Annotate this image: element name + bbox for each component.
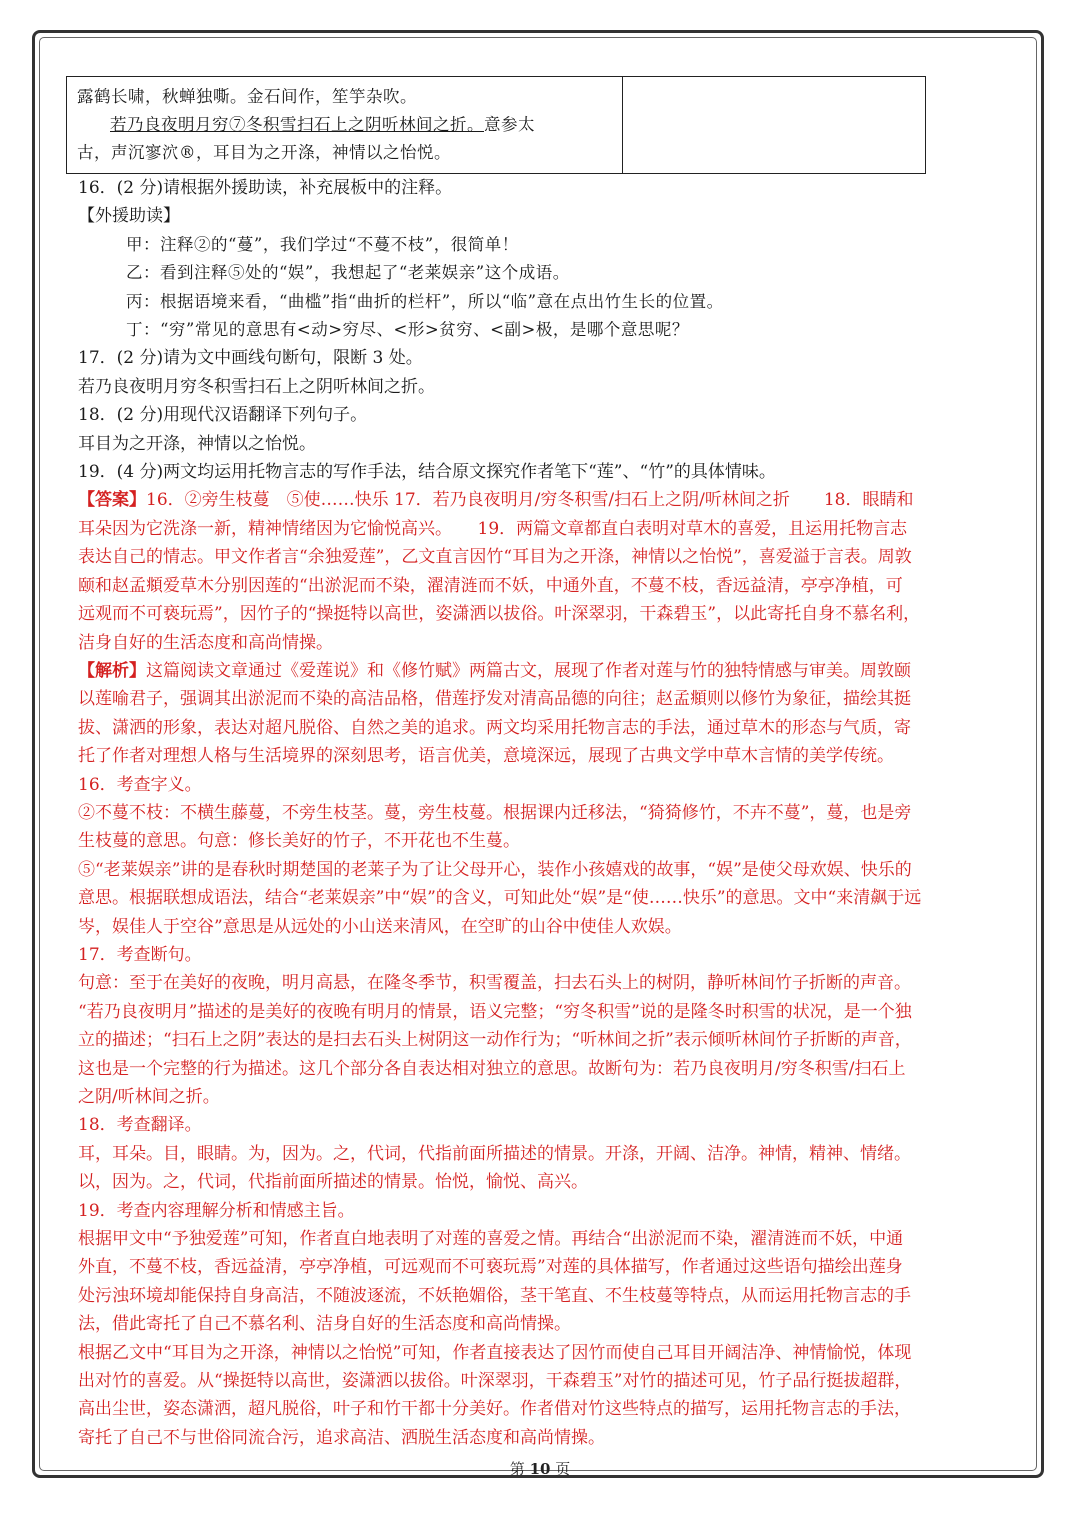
analysis-16-line: 生枝蔓的意思。句意：修长美好的竹子，不开花也不生蔓。 [78, 831, 520, 852]
q17-question: 17．(2 分)请为文中画线句断句，限断 3 处。 [78, 348, 423, 369]
board-line-2 [77, 111, 612, 139]
analysis-16-line: 岑，娱佳人于空谷”意思是从远处的小山送来清风，在空旷的山谷中使佳人欢娱。 [78, 916, 682, 937]
analysis-16-line: 意思。根据联想成语法，结合“老莱娱亲”中“娱”的含义，可知此处“娱”是“使……快乐”的意思。文中“来清飙于远 [78, 888, 922, 909]
analysis-tag: 【解析】 [78, 660, 146, 681]
answer-line: 洁身自好的生活态度和高尚情操。 [78, 632, 333, 653]
page-footer: 第 10 页 [509, 1460, 571, 1478]
q18-question: 18．(2 分)用现代汉语翻译下列句子。 [78, 405, 368, 426]
q16-bing: 丙：根据语境来看，“曲槛”指“曲折的栏杆”，所以“临”意在点出竹生长的位置。 [126, 291, 724, 311]
q16-jia: 甲：注释②的“蔓”，我们学过“不蔓不枝”，很简单！ [126, 234, 519, 254]
analysis-17-line: 句意：至于在美好的夜晚，明月高悬，在隆冬季节，积雪覆盖，扫去石头上的树阴，静听林间竹子折断的声音。 [78, 973, 911, 994]
answer-line: 耳朵因为它洗涤一新，精神情绪因为它愉悦高兴。 19．两篇文章都直白表明对草木的喜爱，且运用托物言志 [78, 518, 908, 539]
analysis-19-line: 寄托了自己不与世俗同流合污，追求高洁、洒脱生活态度和高尚情操。 [78, 1427, 605, 1448]
q18-sentence: 耳目为之开涤，神情以之怡悦。 [78, 433, 316, 454]
analysis-19-line: 根据乙文中“耳目为之开涤，神情以之怡悦”可知，作者直接表达了因竹而使自己耳目开阔洁净、神情愉悦，体现 [78, 1342, 912, 1363]
analysis-18-heading: 18．考查翻译。 [78, 1115, 202, 1136]
answer-tag: 【答案】 [78, 490, 146, 511]
analysis-17-heading: 17．考查断句。 [78, 944, 202, 965]
q17-sentence: 若乃良夜明月穷冬积雪扫石上之阴听林间之折。 [78, 376, 435, 397]
underlined-sentence: 若乃良夜明月穷⑦冬积雪扫石上之阴听林间之折。 [110, 115, 484, 134]
analysis-line-1: 【解析】这篇阅读文章通过《爱莲说》和《修竹赋》两篇古文，展现了作者对莲与竹的独特情感与审美。周敦颐 [78, 660, 911, 681]
q16-ding: 丁：“穷”常见的意思有<动>穷尽、<形>贫穷、<副>极，是哪个意思呢？ [126, 320, 689, 340]
analysis-18-line: 耳，耳朵。目，眼睛。为，因为。之，代词，代指前面所描述的情景。开涤，开阔、洁净。神情，精神、情绪。 [78, 1143, 911, 1164]
board-line-2-tail: 意参太 [484, 115, 535, 134]
analysis-line: 拔、潇洒的形象，表达对超凡脱俗、自然之美的追求。两文均采用托物言志的手法，通过草木的形态与气质，寄 [78, 717, 911, 738]
analysis-16-heading: 16．考查字义。 [78, 774, 202, 795]
board-line-3: 古，声沉寥泬®，耳目为之开涤，神情以之怡悦。 [77, 143, 451, 162]
analysis-19-line: 高出尘世，姿态潇洒，超凡脱俗，叶子和竹干都十分美好。作者借对竹这些特点的描写，运用托物言志的手法， [78, 1399, 911, 1420]
analysis-line: 以莲喻君子，强调其出淤泥而不染的高洁品格，借莲抒发对清高品德的向往；赵孟頫则以修竹为象征，描绘其挺 [78, 689, 911, 710]
q19-question: 19．(4 分)两文均运用托物言志的写作手法，结合原文探究作者笔下“莲”、“竹”的具体情味。 [78, 462, 776, 483]
q16-yi: 乙：看到注释⑤处的“娱”，我想起了“老莱娱亲”这个成语。 [126, 263, 570, 283]
answer-line: 远观而不可亵玩焉”，因竹子的“操挺特以高世，姿潇洒以拔俗。叶深翠羽，干森碧玉”，以此寄托自身不慕名利， [78, 604, 921, 625]
analysis-19-line: 出对竹的喜爱。从“操挺特以高世，姿潇洒以拔俗。叶深翠羽，干森碧玉”对竹的描述可见，竹子品行挺拔超群， [78, 1371, 912, 1392]
analysis-19-line: 根据甲文中“予独爱莲”可知，作者直白地表明了对莲的喜爱之情。再结合“出淤泥而不染，濯清涟而不妖，中通 [78, 1229, 904, 1250]
exhibit-board-table [66, 76, 926, 174]
board-line-1: 露鹤长啸，秋蝉独嘶。金石间作，笙竽杂吹。 [77, 87, 417, 106]
analysis-16-line: ⑤“老莱娱亲”讲的是春秋时期楚国的老莱子为了让父母开心，装作小孩嬉戏的故事，“娱”是使父母欢娱、快乐的 [78, 859, 912, 880]
analysis-line: 托了作者对理想人格与生活境界的深刻思考，语言优美，意境深远，展现了古典文学中草木言情的美学传统。 [78, 746, 894, 767]
analysis-18-line: 以，因为。之，代词，代指前面所描述的情景。怡悦，愉悦、高兴。 [78, 1172, 588, 1193]
analysis-19-line: 外直，不蔓不枝，香远益清，亭亭净植，可远观而不可亵玩焉”对莲的具体描写，作者通过这些语句描绘出莲身 [78, 1257, 903, 1278]
page-content [78, 76, 1004, 1452]
analysis-19-line: 法，借此寄托了自己不慕名利、洁身自好的生活态度和高尚情操。 [78, 1314, 571, 1335]
analysis-17-line: 之阴/听林间之折。 [78, 1087, 220, 1107]
answer-line: 颐和赵孟頫爱草木分别因莲的“出淤泥而不染，濯清涟而不妖，中通外直，不蔓不枝，香远益清，亭亭净植，可 [78, 575, 903, 596]
answer-line-1: 【答案】16．②旁生枝蔓 ⑤使……快乐 17．若乃良夜明月/穷冬积雪/扫石上之阴/听林间之折 18．眼睛和 [78, 490, 914, 511]
analysis-16-line: ②不蔓不枝：不横生藤蔓，不旁生枝茎。蔓，旁生枝蔓。根据课内迁移法，“猗猗修竹，不卉不蔓”，蔓，也是旁 [78, 802, 912, 823]
board-text-cell [67, 77, 623, 174]
q16-question: 16．(2 分)请根据外援助读，补充展板中的注释。 [78, 178, 453, 198]
analysis-17-line: “若乃良夜明月”描述的是美好的夜晚有明月的情景，语义完整；“穷冬积雪”说的是隆冬时积雪的状况，是一个独 [78, 1001, 912, 1022]
analysis-19-heading: 19．考查内容理解分析和情感主旨。 [78, 1200, 355, 1221]
answer-line: 表达自己的情志。甲文作者言“余独爱莲”，乙文直言因竹“耳目为之开涤，神情以之怡悦”，喜爱溢于言表。周敦 [78, 547, 912, 568]
page-number: 10 [529, 1460, 551, 1478]
analysis-17-line: 这也是一个完整的行为描述。这几个部分各自表达相对独立的意思。故断句为：若乃良夜明月/穷冬积雪/扫石上 [78, 1058, 906, 1079]
board-annotation-cell [622, 77, 925, 174]
q16-heading: 【外援助读】 [78, 206, 180, 227]
analysis-19-line: 处污浊环境却能保持自身高洁，不随波逐流，不妖艳媚俗，茎干笔直、不生枝蔓等特点，从而运用托物言志的手 [78, 1285, 911, 1306]
analysis-17-line: 立的描述；“扫石上之阴”表达的是扫去石头上树阴这一动作行为；“听林间之折”表示倾听林间竹子折断的声音， [78, 1030, 912, 1051]
